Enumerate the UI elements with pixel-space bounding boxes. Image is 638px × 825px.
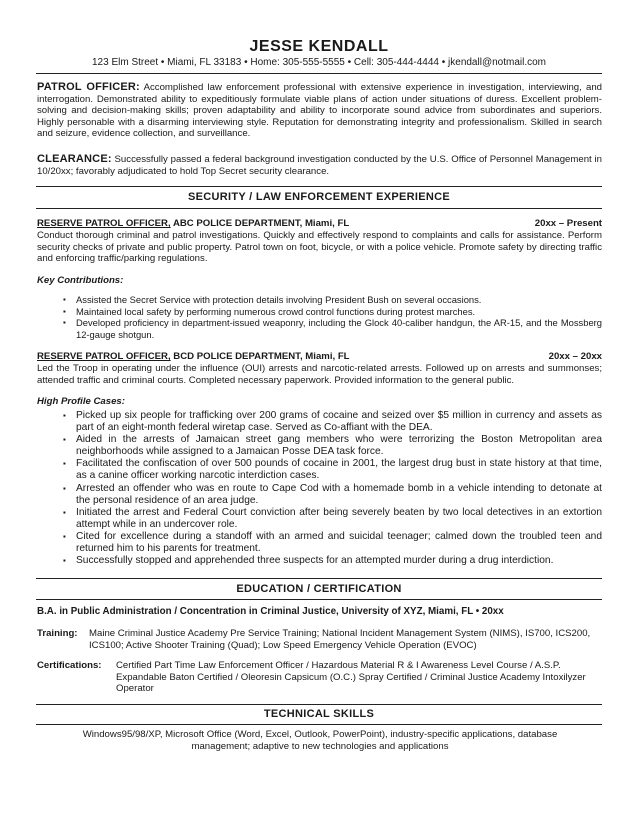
list-item: ▪ Cited for excellence during a standoff with an armed and suicidal teenager; calmed down the troubled teen and returned him to his parents for treatment.: [63, 531, 602, 555]
candidate-name: JESSE KENDALL: [249, 38, 389, 55]
certifications-label: Certifications:: [37, 660, 102, 671]
list-item: ▪ Successfully stopped and apprehended three suspects for an attempted murder during a drug interdiction.: [63, 555, 602, 567]
certifications-text: Certified Part Time Law Enforcement Officer / Hazardous Material R & I Awareness Level Course / A.S.P. Expandable Baton Certified / Oleoresin Capsicum (O.C.) Spray Certified / Criminal Justice Academy Intoxilyzer Operator: [116, 660, 586, 695]
key-contributions-list: [63, 294, 602, 340]
divider: [36, 578, 602, 579]
job-description: Conduct thorough criminal and patrol investigations. Quickly and effectively respond to complaints and calls for assistance. Perform security checks of private and public property. Patrol town on foot, bicycle, or with a police vehicle. Promote safety by directing traffic and enforcing traffic/parking regulations.: [37, 230, 602, 265]
list-item: ▪ Developed proficiency in department-issued weaponry, including the Glock 40-caliber handgun, the AR-15, and the Mossberg 12-gauge shotgun.: [63, 317, 602, 340]
training-label: Training:: [37, 628, 78, 639]
job-employer: ABC POLICE DEPARTMENT, Miami, FL: [172, 218, 350, 229]
clearance-label: CLEARANCE:: [37, 153, 112, 165]
job-dates: 20xx – 20xx: [548, 351, 602, 362]
divider: [36, 599, 602, 600]
divider: [36, 208, 602, 209]
job-dates: 20xx – Present: [534, 218, 602, 229]
job-heading: [37, 218, 602, 229]
job-description: Led the Troop in operating under the influence (OUI) arrests and narcotic-related arrests. Followed up on arrests and summonses; attended traffic and criminal courts. Completed necessary paperwork. Provided information to the general public.: [37, 363, 602, 386]
list-item: ▪ Assisted the Secret Service with protection details involving President Bush on several occasions.: [63, 294, 602, 306]
summary-paragraph: [37, 82, 602, 140]
skills-section-title: TECHNICAL SKILLS: [263, 708, 375, 720]
training-text: Maine Criminal Justice Academy Pre Service Training; National Incident Management System (NIMS), IS700, ICS200, ICS100; Active Shooter Training (Quad); Low Speed Emergency Vehicle Operation (EVOC): [89, 628, 591, 651]
experience-section-title: SECURITY / LAW ENFORCEMENT EXPERIENCE: [187, 191, 451, 203]
job-employer: BCD POLICE DEPARTMENT, Miami, FL: [173, 351, 350, 362]
clearance-text: Successfully passed a federal background investigation conducted by the U.S. Office of Personnel Management in 10/20xx; favorably adjudicated to hold Top Secret security clearance.: [37, 154, 602, 177]
high-profile-cases-list: [63, 410, 602, 567]
key-contributions-heading: Key Contributions:: [37, 275, 124, 286]
degree-line: B.A. in Public Administration / Concentration in Criminal Justice, University of XYZ, Miami, FL • 20xx: [37, 606, 504, 617]
list-item: ▪ Arrested an offender who was en route to Cape Cod with a homemade bomb in a vehicle intending to detonate at the personal residence of an area judge.: [63, 483, 602, 507]
clearance-paragraph: [37, 154, 602, 177]
list-item: ▪ Maintained local safety by performing numerous crowd control functions during protest marches.: [63, 306, 602, 318]
summary-text: Accomplished law enforcement professional with extensive experience in investigation, interviewing, and interrogation. Demonstrated ability to expeditiously formulate viable plans of action under situations of duress. Excellent problem-solving and decision-making skills; proven adaptability and ability to incorporate sound advice from subordinates and superiors. Highly personable with a disarming interviewing style. Reputation for demonstrating integrity and professionalism. Skilled in search and seizure, evidence collection, and surveillance.: [37, 82, 603, 140]
list-item: ▪ Picked up six people for trafficking over 200 grams of cocaine and seized over $5 million in currency and assets as part of an eight-month federal wiretap case. Served as Co-affiant with the DEA.: [63, 410, 602, 434]
list-item: ▪ Aided in the arrests of Jamaican street gang members who were terrorizing the Boston Metropolitan area neighborhoods while assigned to a Jamaican Posse DEA task force.: [63, 434, 602, 458]
job-title: RESERVE PATROL OFFICER,: [37, 351, 171, 362]
skills-text: Windows95/98/XP, Microsoft Office (Word, Excel, Outlook, PowerPoint), industry-specific applications, database management; adaptive to new technologies and applications: [82, 729, 558, 752]
list-item: ▪ Facilitated the confiscation of over 500 pounds of cocaine in 2001, the largest drug bust in state history at that time, as a canine officer working narcotic interdiction cases.: [63, 458, 602, 482]
list-item: ▪ Initiated the arrest and Federal Court conviction after being severely beaten by two local detectives in an extortion attempt while in an undercover role.: [63, 507, 602, 531]
summary-label: PATROL OFFICER:: [37, 81, 140, 93]
divider: [36, 704, 602, 705]
divider: [36, 186, 602, 187]
divider: [36, 73, 602, 74]
job-title: RESERVE PATROL OFFICER,: [37, 218, 171, 229]
high-profile-cases-heading: High Profile Cases:: [37, 396, 125, 407]
contact-line: 123 Elm Street • Miami, FL 33183 • Home: 305-555-5555 • Cell: 305-444-4444 • jkendall@notmail.com: [91, 57, 546, 68]
divider: [36, 724, 602, 725]
education-section-title: EDUCATION / CERTIFICATION: [236, 583, 402, 595]
job-heading: [37, 351, 602, 362]
